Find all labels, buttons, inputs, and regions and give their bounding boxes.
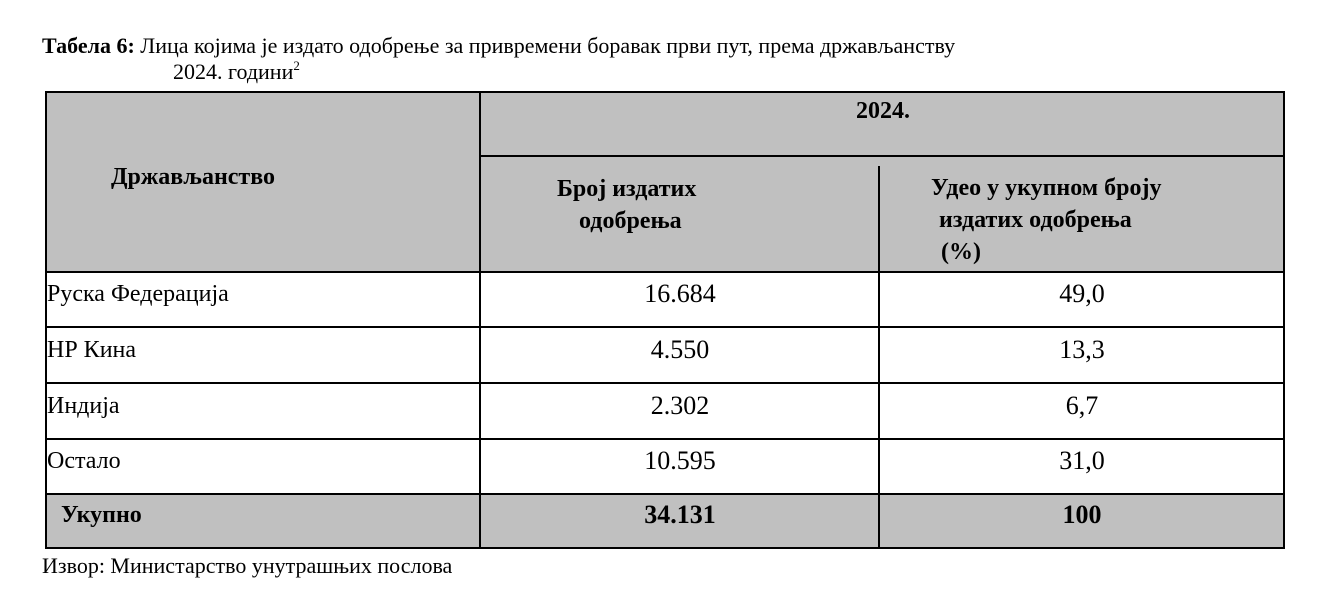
header-share-line1: Удео у укупном броју bbox=[931, 175, 1162, 201]
total-label: Укупно bbox=[61, 502, 142, 528]
border-row-2 bbox=[45, 382, 1285, 384]
border-top bbox=[45, 91, 1285, 93]
header-share-line3: (%) bbox=[941, 239, 981, 265]
row-share-india: 6,7 bbox=[1065, 391, 1099, 420]
header-count bbox=[555, 173, 855, 237]
footnote-mark: 2 bbox=[293, 58, 300, 73]
header-share bbox=[931, 172, 1281, 268]
total-share: 100 bbox=[1062, 500, 1102, 529]
border-row-1 bbox=[45, 326, 1285, 328]
row-count-india: 2.302 bbox=[650, 391, 710, 420]
border-left bbox=[45, 91, 47, 549]
header-citizenship: Држављанство bbox=[111, 164, 276, 190]
row-count-russia: 16.684 bbox=[644, 279, 716, 308]
row-label-china: НР Кина bbox=[47, 337, 137, 363]
row-count-other: 10.595 bbox=[644, 446, 716, 475]
permits-table bbox=[45, 91, 1285, 549]
border-right bbox=[1283, 91, 1285, 549]
caption-year-text: 2024. години bbox=[173, 59, 294, 84]
caption-label: Табела 6: bbox=[42, 33, 135, 58]
row-label-russia: Руска Федерација bbox=[47, 281, 229, 307]
border-year-bottom bbox=[481, 155, 1285, 157]
border-row-3 bbox=[45, 438, 1285, 440]
caption-line-2 bbox=[173, 59, 300, 85]
header-count-line1: Број издатих bbox=[557, 176, 697, 202]
row-label-india: Индија bbox=[47, 393, 120, 419]
border-row-4 bbox=[45, 493, 1285, 495]
caption-text: Лица којима је издато одобрење за привремени боравак први пут, према држављанству bbox=[140, 33, 956, 58]
table-caption bbox=[42, 33, 1292, 84]
row-share-other: 31,0 bbox=[1059, 446, 1105, 475]
row-label-other: Остало bbox=[47, 448, 121, 474]
border-header-bottom bbox=[45, 271, 1285, 273]
row-share-russia: 49,0 bbox=[1059, 279, 1105, 308]
header-year: 2024. bbox=[856, 98, 910, 124]
source-note: Извор: Министарство унутрашњих послова bbox=[42, 553, 453, 578]
total-count: 34.131 bbox=[644, 500, 716, 529]
row-count-china: 4.550 bbox=[650, 335, 710, 364]
border-col-2 bbox=[878, 166, 880, 549]
header-share-line2: издатих одобрења bbox=[939, 207, 1132, 233]
border-bottom bbox=[45, 547, 1285, 549]
row-share-china: 13,3 bbox=[1059, 335, 1105, 364]
border-col-1 bbox=[479, 91, 481, 549]
header-count-line2: одобрења bbox=[579, 208, 682, 234]
